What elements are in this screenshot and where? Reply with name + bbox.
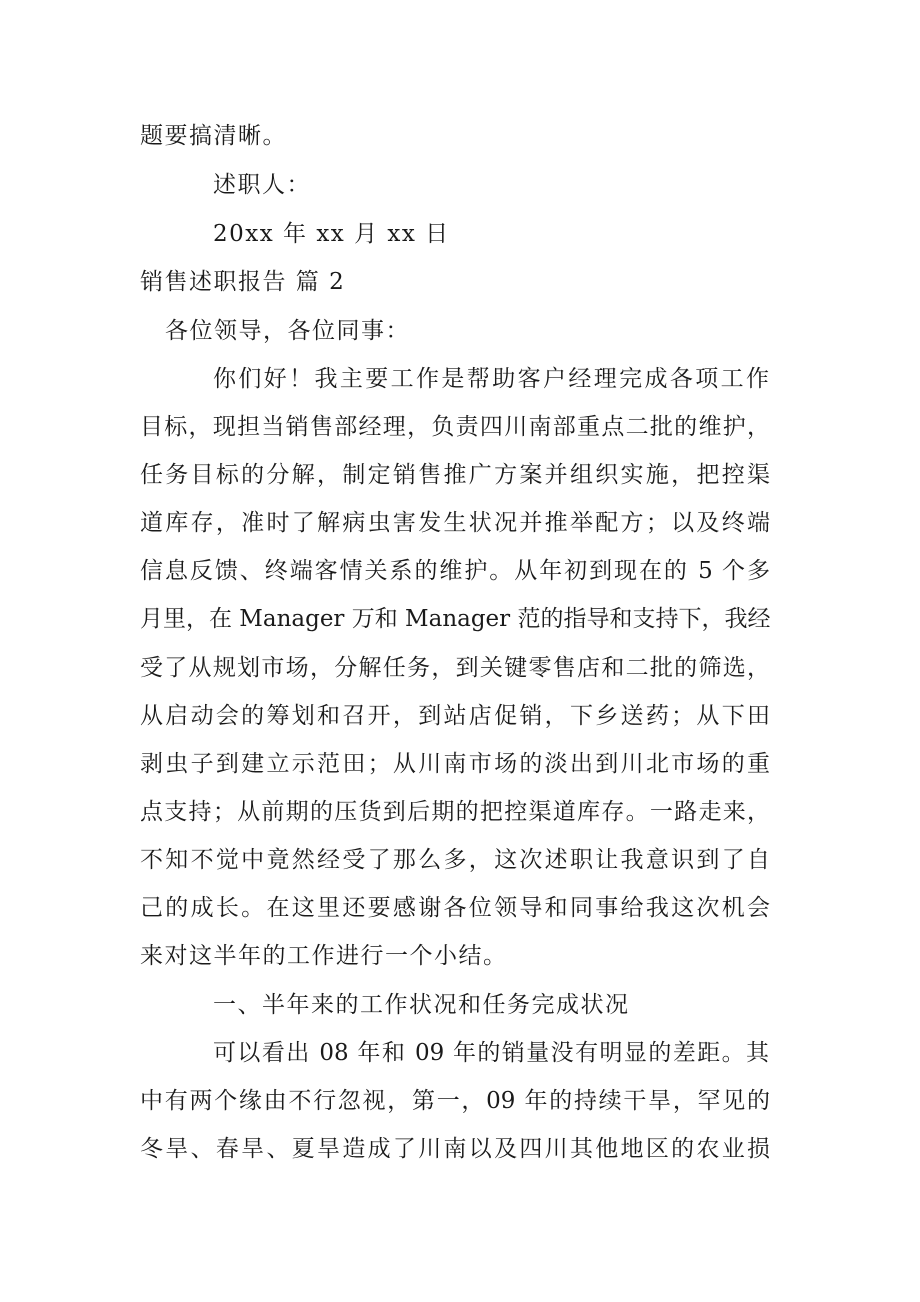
paragraph-line: 信息反馈、终端客情关系的维护。从年初到现在的 5 个多 [140,558,770,584]
paragraph-line: 受了从规划市场，分解任务，到关键零售店和二批的筛选， [140,655,770,681]
paragraph-line: 你们好！我主要工作是帮助客户经理完成各项工作 [213,366,769,392]
paragraph-line: 剥虫子到建立示范田；从川南市场的淡出到川北市场的重 [140,751,770,777]
paragraph-line: 来对这半年的工作进行一个小结。 [140,943,508,969]
section-heading: 销售述职报告 篇 2 [140,269,346,295]
paragraph-line: 可以看出 08 年和 09 年的销量没有明显的差距。其 [213,1040,769,1066]
paragraph-line: 中有两个缘由不行忽视，第一，09 年的持续干旱，罕见的 [140,1088,770,1114]
date-line: 20xx 年 xx 月 xx 日 [213,221,450,247]
paragraph-line: 任务目标的分解，制定销售推广方案并组织实施，把控渠 [140,462,770,488]
paragraph-line: 从启动会的筹划和召开，到站店促销，下乡送药；从下田 [140,703,770,729]
paragraph-line: 不知不觉中竟然经受了那么多，这次述职让我意识到了自 [140,847,770,873]
paragraph-line: 道库存，准时了解病虫害发生状况并推举配方；以及终端 [140,510,770,536]
text-line-1: 题要搞清晰。 [140,123,287,149]
subsection-heading: 一、半年来的工作状况和任务完成状况 [213,992,630,1018]
paragraph-line: 己的成长。在这里还要感谢各位领导和同事给我这次机会 [140,895,770,921]
signature-label: 述职人： [213,172,311,198]
paragraph-line: 点支持；从前期的压货到后期的把控渠道库存。一路走来， [140,799,770,825]
paragraph-line: 冬旱、春旱、夏旱造成了川南以及四川其他地区的农业损 [140,1136,770,1162]
paragraph-line: 目标，现担当销售部经理，负责四川南部重点二批的维护， [140,414,770,440]
paragraph-line: 月里，在 Manager 万和 Manager 范的指导和支持下，我经 [140,606,771,632]
salutation: 各位领导，各位同事： [165,318,410,344]
